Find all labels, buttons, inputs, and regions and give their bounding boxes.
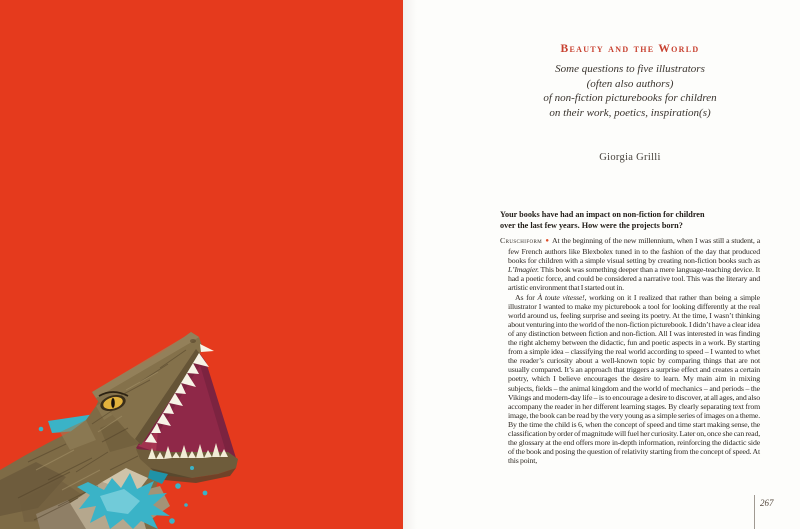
subtitle-line: (often also authors) [586,77,674,90]
speaker-name: Cruschiform [500,236,543,245]
speaker-bullet-icon: ● [544,238,550,244]
answer-text: As for [515,292,538,302]
interview-answer [500,236,761,466]
subtitle-line: of non-fiction picturebooks for children [543,92,717,104]
question-line: Your books have had an impact on non-fiction for children [500,210,705,219]
right-page [403,0,800,529]
gutter-shadow [403,0,417,529]
answer-text: This book was something deeper than a mere language-teaching device. It had a poetic force, and could be considered a narrative tool. This was the literary and artistic environment that I started out in. [508,265,760,293]
folio-rule [754,495,755,529]
subtitle-line: on their work, poetics, inspiration(s) [549,106,711,119]
answer-text: , working on it I realized that rather than being a simple illustrator I wanted to make my picturebook a tool for looking differently at the real world around us, feeling surprise and seeing its poetry. At the time, I wasn’t thinking about venturing into the world of the non-fiction picturebook. I didn’t have a clear idea of any distinction between fiction and non-fiction. All I was interested in was finding the right alchemy between the didactic, fun and poetic aspects in a work. By starting from a simple idea – classifying the real world according to speed – I wanted to whet the reader’s curiosity about a well-known topic by comparing things that are not usually compared. It’s an approach that triggers a surprise effect and creates a certain poetry, which I believe encourages the desire to learn. My main aim in mixing subjects, fields – the animal kingdom and the world of mechanics – and periods – the Vikings and modern-day life – is to encourage a desire to discover, at all ages, and also accompany the reader in her different learning stages. By clearly separating text from image, the book can be read by the very young as a simple series of images on a theme. By the time the child is 6, when the concept of speed and time start making sense, the classification by order of magnitude will fuel her curiosity. Later on, once she can read, the glossary at the end offers more in-depth information, reinforcing the didactic side of the book and posing the question of relativity starting from the concept of speed. At this point, [508,292,761,466]
subtitle-line: Some questions to five illustrators [555,63,705,75]
page-number: 267 [760,498,774,508]
answer-paragraph [500,236,760,293]
answer-text: At the beginning of the new millennium, when I was still a student, a few French authors like Blexbolex tuned in to the fashion of the day that produced books for children with a simple visual setting by creating non-fiction books such as [508,236,760,266]
answer-text: À toute vitesse! [537,292,585,302]
chapter-title: Beauty and the World [560,43,700,55]
chapter-subtitle [477,62,783,120]
question-line: over the last few years. How were the projects born? [500,220,683,230]
author-name: Giorgia Grilli [599,152,661,163]
answer-text: L’Imagier. [508,265,539,275]
interview-question [500,210,762,231]
answer-paragraph [508,293,760,466]
